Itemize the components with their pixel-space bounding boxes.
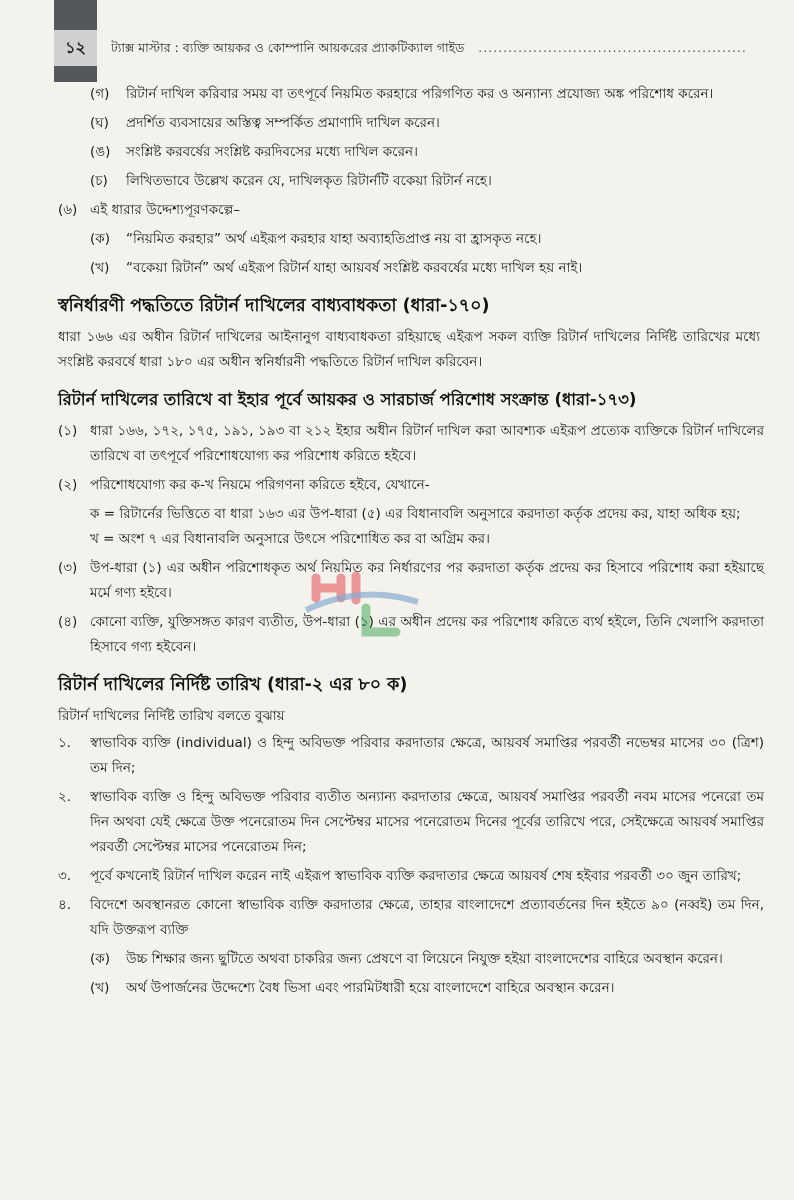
item-mark: ৩. — [58, 868, 72, 884]
numbered-item — [0, 785, 794, 860]
item-text: পূর্বে কখনোই রিটার্ন দাখিল করেন নাই এইরূপ স্বাভাবিক ব্যক্তি করদাতার ক্ষেত্রে আয়বর্ষ শেষ হইবার পরবর্তী ৩০ জুন তারিখ; — [90, 868, 742, 884]
item-text: স্বাভাবিক ব্যক্তি (individual) ও হিন্দু অবিভক্ত পরিবার করদাতার ক্ষেত্রে, আয়বর্ষ সমাপ্তির পরবর্তী নভেম্বর মাসের ৩০ (ত্রিশ) তম দিন; — [90, 735, 764, 776]
header-dots: ...................................................... — [478, 40, 747, 55]
definition-item — [0, 227, 794, 252]
numbered-item — [0, 419, 794, 469]
item-text: লিখিতভাবে উল্লেখ করেন যে, দাখিলকৃত রিটার্নটি বকেয়া রিটার্ন নহে। — [126, 173, 492, 189]
list-item — [0, 82, 794, 107]
item-text: পরিশোধযোগ্য কর ক-খ নিয়মে পরিগণনা করিতে হইবে, যেখানে- — [90, 477, 430, 493]
item-mark: (খ) — [90, 260, 110, 276]
item-text: উপ-ধারা (১) এর অধীন পরিশোধকৃত অর্থ নিয়মিত কর নির্ধারণের পর করদাতা কর্তৃক প্রদেয় কর হিসাবে পরিশোধ করা হইয়াছে মর্মে গণ্য হইবে। — [90, 560, 764, 601]
item-text: প্রদর্শিত ব্যবসায়ের অস্তিত্ব সম্পর্কিত প্রমাণাদি দাখিল করেন। — [126, 115, 440, 131]
item-text: কোনো ব্যক্তি, যুক্তিসঙ্গত কারণ ব্যতীত, উপ-ধারা (১) এর অধীন প্রদেয় কর পরিশোধ করিতে ব্যর্থ হইলে, তিনি খেলাপি করদাতা হিসাবে গণ্য হইবেন। — [90, 614, 764, 655]
item-mark: ২. — [58, 789, 72, 805]
section-heading: স্বনির্ধারণী পদ্ধতিতে রিটার্ন দাখিলের বাধ্যবাধকতা (ধারা-১৭০) — [58, 296, 490, 316]
numbered-item — [0, 556, 794, 606]
clause-6 — [0, 198, 794, 223]
numbered-item — [0, 473, 794, 498]
sub-item — [0, 976, 794, 1001]
item-mark: (ঙ) — [90, 144, 111, 160]
definition-item — [0, 256, 794, 281]
item-text: “বকেয়া রিটার্ন” অর্থ এইরূপ রিটার্ন যাহা আয়বর্ষ সংশ্লিষ্ট করবর্ষের মধ্যে দাখিল হয় নাই। — [126, 260, 583, 276]
item-text: বিদেশে অবস্থানরত কোনো স্বাভাবিক ব্যক্তি করদাতার ক্ষেত্রে, তাহার বাংলাদেশে প্রত্যাবর্তনের দিন হইতে ৯০ (নব্বই) তম দিন, যদি উক্তরূপ ব্যক্তি — [90, 897, 764, 938]
list-item — [0, 111, 794, 136]
item-mark: (ঘ) — [90, 115, 109, 131]
page-content — [0, 82, 794, 1005]
list-item — [0, 140, 794, 165]
item-mark: (ক) — [90, 231, 110, 247]
item-mark: (৩) — [58, 560, 78, 576]
numbered-item — [0, 610, 794, 660]
numbered-item — [0, 864, 794, 889]
item-text: “নিয়মিত করহার” অর্থ এইরূপ করহার যাহা অব্যাহতিপ্রাপ্ত নয় বা হ্রাসকৃত নহে। — [126, 231, 542, 247]
numbered-item — [0, 893, 794, 943]
item-mark: ৪. — [58, 897, 72, 913]
page-number: ১২ — [54, 30, 97, 66]
item-text: ধারা ১৬৬, ১৭২, ১৭৫, ১৯১, ১৯৩ বা ২১২ ইহার অধীন রিটার্ন দাখিল করা আবশ্যক এইরূপ প্রত্যেক ব্যক্তিকে রিটার্ন দাখিলের তারিখে বা তৎপূর্বে পরিশোধযোগ্য কর পরিশোধ করিতে হইবে। — [90, 423, 764, 464]
clause-text: এই ধারার উদ্দেশ্যপূরণকল্পে– — [90, 202, 240, 218]
item-mark: (চ) — [90, 173, 108, 189]
section-heading: রিটার্ন দাখিলের তারিখে বা ইহার পূর্বে আয়কর ও সারচার্জ পরিশোধ সংক্রান্ত (ধারা-১৭৩) — [58, 390, 637, 409]
formula-definition-kha: খ = অংশ ৭ এর বিধানাবলি অনুসারে উৎসে পরিশোধিত কর বা অগ্রিম কর। — [90, 531, 490, 547]
section-intro: রিটার্ন দাখিলের নির্দিষ্ট তারিখ বলতে বুঝায় — [58, 708, 285, 724]
numbered-item — [0, 731, 794, 781]
item-mark: ১. — [58, 735, 72, 751]
clause-mark: (৬) — [58, 202, 78, 218]
section-paragraph: ধারা ১৬৬ এর অধীন রিটার্ন দাখিলের আইনানুগ বাধ্যবাধকতা রহিয়াছে এইরূপ সকল ব্যক্তি রিটার্ন দাখিলের নির্দিষ্ট তারিখের মধ্যে সংশ্লিষ্ট করবর্ষে ধারা ১৮০ এর অধীন স্বনির্ধারনী পদ্ধতিতে রিটার্ন দাখিল করিবেন। — [58, 329, 760, 370]
item-mark: (১) — [58, 423, 78, 439]
item-text: সংশ্লিষ্ট করবর্ষের সংশ্লিষ্ট করদিবসের মধ্যে দাখিল করেন। — [126, 144, 418, 160]
item-mark: (২) — [58, 477, 78, 493]
item-text: উচ্চ শিক্ষার জন্য ছুটিতে অথবা চাকরির জন্য প্রেষণে বা লিয়েনে নিযুক্ত হইয়া বাংলাদেশের বাহিরে অবস্থান করেন। — [126, 951, 723, 967]
running-title: ট্যাক্স মাস্টার : ব্যক্তি আয়কর ও কোম্পানি আয়করের প্র্যাকটিক্যাল গাইড — [111, 40, 465, 55]
item-text: রিটার্ন দাখিল করিবার সময় বা তৎপূর্বে নিয়মিত করহারে পরিগণিত কর ও অন্যান্য প্রযোজ্য অঙ্ক পরিশোধ করেন। — [126, 86, 714, 102]
item-text: স্বাভাবিক ব্যক্তি ও হিন্দু অবিভক্ত পরিবার ব্যতীত অন্যান্য করদাতার ক্ষেত্রে, আয়বর্ষ সমাপ্তির পরবর্তী নবম মাসের পনেরো তম দিন অথবা যেই ক্ষেত্রে উক্ত পনেরোতম দিন সেপ্টেম্বর মাসের পনেরোতম দিনের পূর্বের তারিখে পরে, সেইক্ষেত্রে আয়বর্ষ সমাপ্তির পরবর্তী সেপ্টেম্বর মাসের পনেরোতম দিন; — [90, 789, 764, 855]
item-text: অর্থ উপার্জনের উদ্দেশ্যে বৈধ ভিসা এবং পারমিটধারী হয়ে বাংলাদেশে বাহিরে অবস্থান করেন। — [126, 980, 615, 996]
section-heading: রিটার্ন দাখিলের নির্দিষ্ট তারিখ (ধারা-২ এর ৮০ ক) — [58, 675, 408, 695]
item-mark: (ক) — [90, 951, 110, 967]
list-item — [0, 169, 794, 194]
item-mark: (খ) — [90, 980, 110, 996]
item-mark: (গ) — [90, 86, 110, 102]
formula-definition-ka: ক = রিটার্নের ভিত্তিতে বা ধারা ১৬৩ এর উপ-ধারা (৫) এর বিধানাবলি অনুসারে করদাতা কর্তৃক প্রদেয় কর, যাহা অধিক হয়; — [90, 506, 741, 522]
sub-item — [0, 947, 794, 972]
item-mark: (৪) — [58, 614, 78, 630]
running-header — [111, 40, 751, 60]
